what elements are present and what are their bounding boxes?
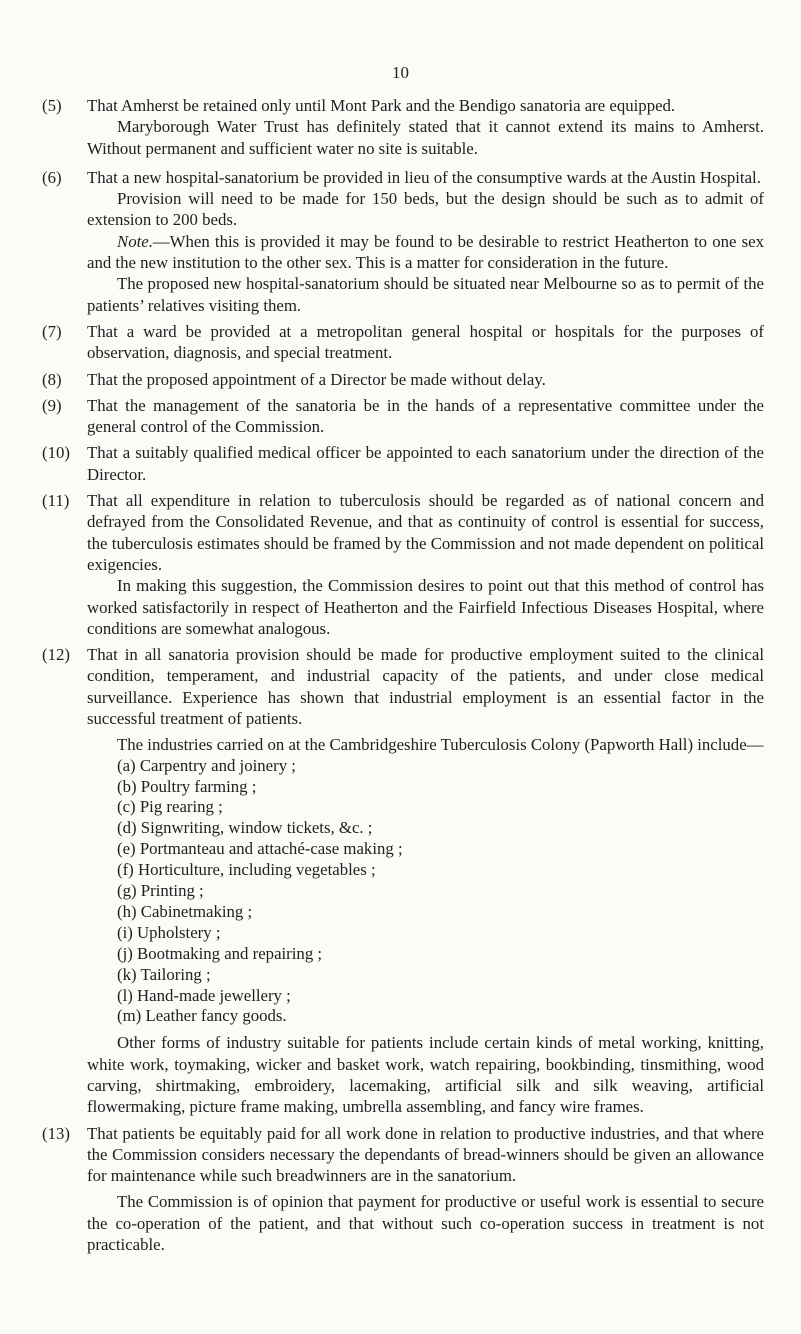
industry-letter: (f) [117,860,134,880]
industry-letter: (h) [117,901,137,921]
industry-letter: (d) [117,818,137,838]
item-number: (5) [42,96,62,115]
industry-letter: (g) [117,881,137,901]
industry-text: Tailoring ; [140,964,211,984]
note-text: —When this is provided it may be found to be desirable to restrict Heatherton to one sex and the new institution to the other sex. This is a matter for consideration in the future. [87,231,764,273]
item-number: (11) [42,491,70,511]
industry-item [117,818,764,839]
item-7 [42,321,764,364]
item-lead: That in all sanatoria provision should be made for productive employment suited to the clinical condition, temperament, and industrial capacity of the patients, and under close medical surveillance. Experience has shown that industrial employment is an essential factor in the successful treatment of patients. [87,645,764,729]
item-number: (12) [42,645,70,665]
item-paragraph: Other forms of industry suitable for patients include certain kinds of metal working, knitting, white work, toymaking, wicker and basket work, watch repairing, bookbinding, tinsmithing, wood carving, shirtmaking, embroidery, lacemaking, artificial silk and silk weaving, artificial flowermaking, picture frame making, umbrella assembling, and fancy wire frames. [87,1033,764,1117]
industry-text: Carpentry and joinery ; [139,755,296,775]
industry-item [117,1006,764,1027]
industry-letter: (b) [117,776,137,796]
industry-text: Poultry farming ; [140,776,257,796]
item-6 [42,167,764,316]
industry-item [117,777,764,798]
item-8 [42,369,764,390]
industry-text: Portmanteau and attaché-case making ; [139,839,403,859]
industry-item [117,944,764,965]
industry-text: Printing ; [140,881,204,901]
industry-text: Upholstery ; [137,922,221,942]
industry-letter: (j) [117,943,133,963]
industry-text: Signwriting, window tickets, &c. ; [140,818,373,838]
industry-letter: (l) [117,985,133,1005]
item-number: (13) [42,1123,70,1143]
industry-item [117,839,764,860]
item-lead: That all expenditure in relation to tuberculosis should be regarded as of national concern and defrayed from the Consolidated Revenue, and that as continuity of control is essential for success, the tuberculosis estimates should be framed by the Commission and not made dependent on political exigencies. [87,491,764,574]
industry-letter: (m) [117,1006,142,1026]
industry-item [117,756,764,777]
item-13 [42,1123,764,1256]
item-lead: That patients be equitably paid for all work done in relation to productive industries, and that where the Commission considers necessary the dependants of bread-winners should be given an allowance for maintenance while such breadwinners are in the sanatorium. [87,1123,764,1186]
item-number: (7) [42,321,62,341]
item-number: (10) [42,443,70,463]
industry-letter: (k) [117,964,137,984]
item-paragraph: The industries carried on at the Cambridgeshire Tuberculosis Colony (Papworth Hall) include— [117,735,764,755]
item-11 [42,490,764,639]
industry-letter: (e) [117,839,136,859]
item-10 [42,442,764,485]
item-lead: That a new hospital-sanatorium be provided in lieu of the consumptive wards at the Austin Hospital. [87,167,761,187]
note-label: Note. [117,231,153,251]
item-lead: That Amherst be retained only until Mont Park and the Bendigo sanatoria are equipped. [87,96,676,115]
industry-item [117,881,764,902]
item-paragraph: The proposed new hospital-sanatorium should be situated near Melbourne so as to permit of the patients’ relatives visiting them. [87,274,764,315]
item-lead: That the proposed appointment of a Director be made without delay. [87,369,546,389]
industry-item [117,986,764,1007]
industry-item [117,860,764,881]
item-paragraph: In making this suggestion, the Commission desires to point out that this method of control has worked satisfactorily in respect of Heatherton and the Fairfield Infectious Diseases Hospital, where conditions are somewhat analogous. [87,576,764,638]
industry-text: Horticulture, including vegetables ; [137,860,376,880]
industry-letter: (a) [117,755,136,775]
item-paragraph: The Commission is of opinion that payment for productive or useful work is essential to secure the co-operation of the patient, and that without such co-operation success in treatment is not practicable. [87,1192,764,1255]
item-paragraph: Maryborough Water Trust has definitely stated that it cannot extend its mains to Amherst. Without permanent and sufficient water no site is suitable. [87,117,764,158]
industry-letter: (c) [117,797,136,817]
industry-item [117,923,764,944]
industries-list [117,756,764,1028]
industry-item [117,902,764,923]
industry-text: Leather fancy goods. [145,1006,287,1026]
industry-text: Cabinetmaking ; [140,901,253,921]
item-number: (6) [42,167,62,187]
industry-text: Pig rearing ; [139,797,223,817]
item-9 [42,395,764,438]
item-12 [42,644,764,1117]
page-number: 10 [392,63,409,82]
industry-item [117,965,764,986]
item-5 [42,95,764,159]
item-number: (8) [42,369,62,389]
industry-text: Hand-made jewellery ; [137,985,291,1005]
item-lead: That a ward be provided at a metropolitan general hospital or hospitals for the purposes of observation, diagnosis, and special treatment. [87,321,764,363]
item-paragraph: Provision will need to be made for 150 beds, but the design should be such as to admit of extension to 200 beds. [87,189,764,230]
item-lead: That the management of the sanatoria be in the hands of a representative committee under the general control of the Commission. [87,395,764,437]
industry-text: Bootmaking and repairing ; [137,943,323,963]
industry-item [117,797,764,818]
recommendations-list [42,95,764,1255]
item-number: (9) [42,395,62,415]
item-lead: That a suitably qualified medical officer be appointed to each sanatorium under the direction of the Director. [87,443,764,484]
note-paragraph [87,231,764,274]
industry-letter: (i) [117,922,133,942]
